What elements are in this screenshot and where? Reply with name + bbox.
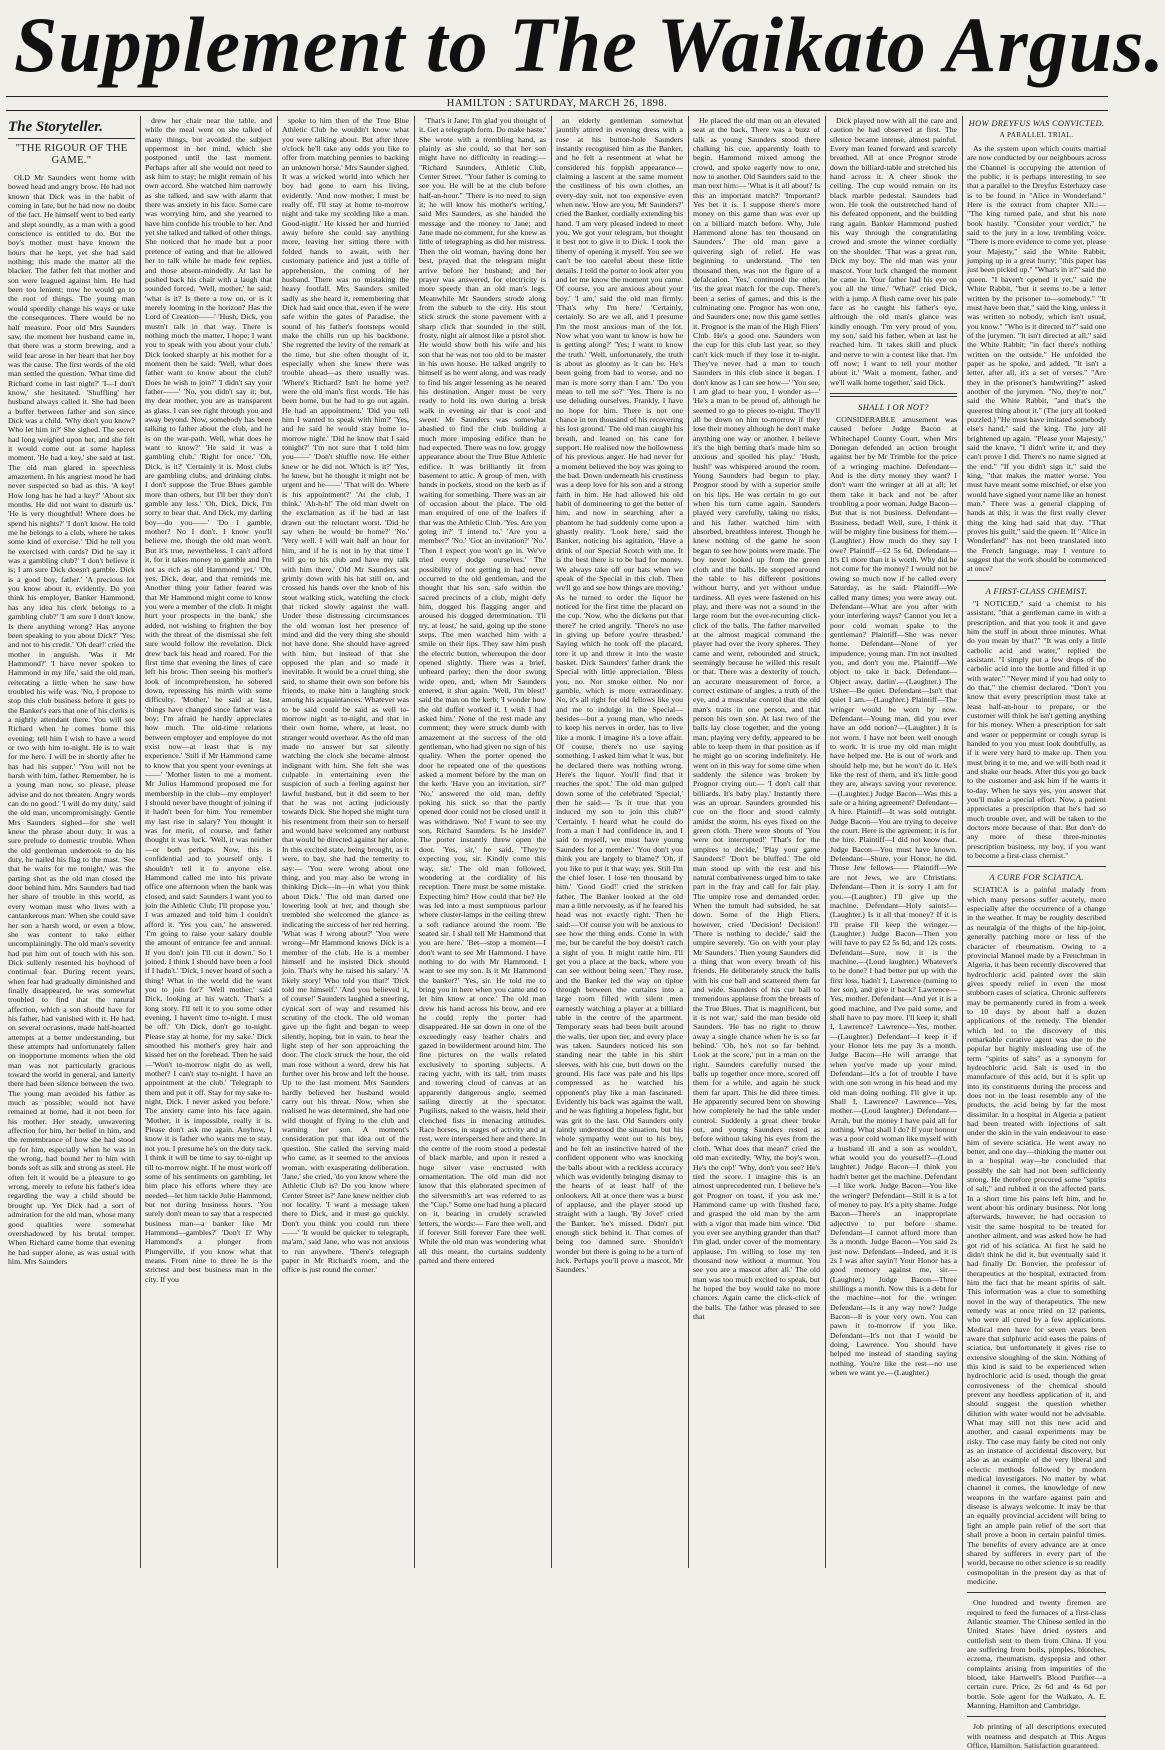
column-text: Dick played now with all the care and caution he had observed at first. The silence became intense, almost painful. Every man leaned forward and scarcely breathed. All at once Prognor strode down the billiard-table and stretched his hand across it. A cheer shook the ceiling. The cup would remain on its black marble pedestal. Saunders had won. He took the outstretched hand of his defeated opponent, and the building rang again. Banker Hammond pushed his way through the congratulating crowd and smote the winner cordially on the shoulder. 'That was a great run, Dick my boy. The old man was your mascot. Your luck changed the moment he came in. Your father had his eye on you all the time.' 'What?' cried Dick, with a jump. A flush came over his pale face as he caught his father's eye, although the old man's glance was kindly enough. 'I'm very proud of you, my son,' said his father, when at last he reached him. 'It takes skill and pluck and nerve to win a contest like that. I'm off now; I want to tell your mother about it.' 'Wait a moment, father, and we'll walk home together,' said Dick. xyxy=(830,116,957,387)
dreyfus-subhead: A PARALLEL TRIAL. xyxy=(999,131,1074,139)
column-divider xyxy=(140,116,141,1568)
chemist-body: "I NOTICED," said a chemist to his assistant, "that a gentleman came in with a prescription, and that you took it and gave him the stuff in about three minutes. What do you mean by that?" "It was only a little carbolic acid and water," replied the assistant. "I simply put a few drops of the carbolic acid into the bottle and filled it up with water." "Never mind if you had only to do that," the chemist declared. "Don't you know that every prescription must take at least half-an-hour to prepare, or the customer will think he isn't getting anything for his money. When a prescription for salt and water or peppermint or cough syrup is handed to you you must look doubtfully, as if it were very hard to make up. Then you must bring it to me, and we will both read it and shake our heads. After this you go back to the customer and ask him if he wants it to-day. When he says yes, you answer that you'll make a special effort. Now, a patient appreciates a prescription that he's had so much trouble over, and will be taken to the doctors more because of that. But don't do any more of these three-minutes prescription business, my boy, if you want to become a first-class chemist." xyxy=(967,598,1106,861)
column-7 xyxy=(830,116,957,1568)
storyteller-section-title: The Storyteller. xyxy=(8,118,135,139)
column-text: drew her chair near the table, and while the meal went on she talked of many things, but avoided the subject uppermost in her mind, which she postponed until the last moment. Perhaps after all she would not need to ask him to stay; he might remain of his own accord. She watched him narrowly as she talked, and saw with alarm that there was anxiety in his face. Some care was worrying him, and she yearned to have him confide his trouble to her. And yet she talked and talked of other things. She noticed that he made but a poor pretence of eating and that he allowed her to talk while he made few replies, and those absent-mindedly. At last he pushed back his chair with a laugh that sounded forced. 'Well, mother,' he said; 'what is it? Is there a row on, or is it merely looming in the horizon? Has the Lord of Creation——' 'Hush, Dick, you mustn't talk in that way. There is nothing much the matter, I hope; I want you to speak with you about your club.' Dick looked sharply at his mother for a moment then he said: 'Well, what does father want to know about the club? Does he wish to join?' 'I didn't say your father——' 'No, you didn't say it; but, my dear mother, you are as transparent as glass. I can see right through you and away beyond. Now, somebody has been talking to father about the club, and he is on the war-path. Well, what does he want to know?' 'He said it was a gambling club.' 'Right for once.' 'Oh, Dick, is it?' 'Certainly it is. Most clubs are gambling clubs, and drinking clubs. I don't suppose the True Blues gamble more than others, but I'll bet they don't gamble any less.' 'Oh, Dick, Dick, I'm sorry to hear that. And Dick, my darling boy—do you——' 'Do I gamble, mother? No I don't. I know you'll believe me, though the old man won't. But it's true, nevertheless. I can't afford it, for it takes money to gamble and I'm not as rich as old Hammond yet.' 'Oh, yes, Dick, dear, and that reminds me. Another thing your father feared was that Mr Hammond might come to know you were a member of the club. It might hurt your prospects in the bank,' she added, not wishing to frighten the boy with the threat of the dismissal she felt sure would follow the revelation. Dick drew back his head and roared. For the first time that evening the lines of care left his brow. Then seeing his mother's look of incomprehension, he sobered down, repressing his mirth with some difficulty. 'Mother,' he said at last, 'things have changed since father was a boy; I'm afraid he hardly appreciates how much. The old-time relations between employer and employee do not exist now—at least that is my experience.' 'Still if Mr Hammond came to know that you spent your evenings at——' 'Mother listen to me a moment. Mr Julius Hammond proposed me for membership in the club—my employer! I should never have thought of joining if it hadn't been for him. You remember my last rise in salary? You thought it was for merit, of course, and father thought it was luck. 'Well, it was neither—or both perhaps. Now, this is confidential and to yourself only. I shouldn't tell it to anyone else. Hammond called me into his private office one afternoon when the bank was closed, and said: Saunders I want you to join the Athletic Club; I'll propose you.' I was amazed and told him I couldn't afford it. 'Yes you can,' he answered. 'I'm going to raise your salary double the amount of entrance fee and annual. If you don't join I'll cut it down.' So I joined. I think I should have been a fool if I hadn't.' 'Dick, I never heard of such a thing! What in the world did he want you to join for?' 'Well mother,' said Dick, looking at his watch. 'That's a long story. I'll tell it to you some other evening. I haven't time to-night. I must be off.' 'Oh Dick, don't go to-night. Please stay at home, for my sake.' Dick smoothed his mother's grey hair and kissed her on the forehead. Then he said—'Won't to-morrow night do as well, mother? I can't stay to-night. I have an appointment at the club.' 'Telegraph to them and put it off. Stay for my sake to-night, Dick. I never asked you before.' The anxiety came into his face again. 'Mother, it is impossible, really it is. Please don't ask me again. Anyhow, I know it is father who wants me to stay, not you. I presume he's on the duty tack. I think it will be time to say to-night up till to-morrow night. If he must work off some of his sentiments on gambling, let him place his efforts where they are needed—let him tackle Julie Hammond, but not during business hours. 'You surely don't mean to say that a respected business man—a banker like Mr Hammond—gambles?' 'Don't I? Why Hammond's a plunger from Plungerville, if you know what that means. From nine to three he is the strictest and best business man in the city. If you xyxy=(145,116,272,1284)
column-3 xyxy=(282,116,409,1568)
column-8 xyxy=(967,116,1107,1750)
sciatica-body: SCIATICA is a painful malady from which many persons suffer acutely, more especially after the occurrence of a change in the weather. It may be roughly described as neuralgia of the thighs of the hip-joint, generally patching more or less of the character of rheumatism. Owing to a provincial Manuel made by a Frenchman in Algeria, it has been recently discovered that hydrochloric acid painted over the skin gives speedy relief in even the most stubborn cases of sciatica. Chronic sufferers may be permanently cured in from a week to 10 days by about half a dozen applications of the remedy. The blender which led to the discovery of this remarkable curative agent was due to the popular but highly misleading use of the term "spirits of salts" as a synonym for hydrochloric acid. Salt is used in the manufacture of this acid, but it is split up into its constituents during the process and does not in the least resemble any of the products, the acid being by far the most dissimilar. In a hospital in Algeria a patient had been treated with injections of salt under the skin in the vain endeavour to ease him of severe sciatica. He went away no better, and one day—thinking the matter out in a hospital way—he concluded that possibly the salt had not been sufficiently strong. He therefore procured some "spirits of salt," and rubbed it on the affected parts. In a short time his pains left him, and he went about his ordinary business. Not long afterwards, however, he had occasion to visit the same hospital to be treated for another ailment, and was asked how he had got rid of his sciatica. At first he said he didn't think he did it, but eventually said it had finally Dr. Bonvier, the professor of therapeutics at the hospital, extracted from him the fact that he meant spirits of salt. This information was a clue to something novel in the way of therapeutics. The new remedy was at once tried on 12 patients, who were all cured by a few applications. Medical men have for seven years been aware that sulphuric acid eases the pains of sciatica, but unfortunately it gives rise to extensive sloughing of the skin. Nothing of this kind is said to be experienced when hydrochloric acid is used, though the great corrosiveness of the chemical should prevent any heedless application of it, and should suggest the question whether dilution with water would not be advisable. What may still not this new acid and another, and casual experiments may be risky. The case may fairly be cited not only as an instance of accidental discovery, but also as an example of the very liberal and eclectic methods followed by modern medical investigators. No matter by what channel it comes, the knowledge of new weapons in the warfare against pain and disease is always welcome. It may be that an equally provincial accident will bring to light an ample pain relief of the sort that shall prove a boon in certain painful times. The benefits of every advance are at once shared by sufferers in every part of the world, because no other science is so readily cosmopolitan in the present day as that of medicine. xyxy=(967,885,1106,1586)
column-text: an elderly gentleman somewhat jauntily attired in evening dress with a rose at his button-hole Saunders instantly recognised him as the Banker, and he felt a resentment at what he considered his foppish appearance—claiming a lascent at the same moment the costliness of his own clothes, an every-day suit, not too expensive even when new. 'How are you, Mr Saunders?' cried the Banker, cordially extending his hand. 'I am very pleased indeed to meet you. We got your telegram, but thought it best not to give it to Dick. I took the liberty of opening it myself. You see we can't be too careful about these little details. I told the porter to look after you and let me know the moment you came. Of course, you are anxious about your boy.' 'I am,' said the old man firmly. 'That's why I'm here.' 'Certainly, certainly. So are we all, and I presume I'm the most anxious man of the lot. Now what you want to know is how he is getting along?' 'Yes; I want to know the truth.' 'Well, unfortunately, the truth is about as gloomy as it can be. He's been going from bad to worse, and no man is more sorry than I am.' 'Do you mean to tell me so?' 'Yes. There is no use deluding ourselves. Frankly, I have no hope for him. There is not one chance in ten thousand of his recovering his lost ground.' The old man caught his breath, and leaned on his cane for support. He realised now the hollowness of his previous anger. He had never for a moment believed the boy was going to the bad. Down underneath his crustiness was a deep love for his son and a strong faith in him. He had allowed his old habit of domineering to get the better of him, and now in searching after a phantom he had suddenly come upon a ghastly reality. 'Look here,' said the Banker, noticing his agitation, 'Have a drink of our Special Scotch with me. It is the best there is to be had for money. We always take off our hats when we speak of the Special in this club. Then we'll go and see how things are moving.' As he turned to order the liquor he noticed for the first time the placard on the cup. 'Now, who the dickens put that there?' he cried angrily. 'There's no use in giving up before you're thrashed.' Saying which he took off the placard, tore it up and threw it into the waste basket. Dick Saunders' father drank the Special with little appreciation. 'Bless you, no. Nor smoke either. No nor gamble, which is more extraordinary. No, it's all right for old fellows like you and me to indulge in the Special—besides—but a young man, who needs to keep his nerves in order, has to live like a monk. I imagine it's a love affair. Of course, there's no use saying something. I asked him what it was, but he declared there was nothing wrong. Here's the liquor. You'll find that it reaches the spot.' The old man gulped down some of the celebrated 'Special,' then he said:— 'Is it true that you induced my son to join this club?' 'Certainly. I heard what he could do from a man I had confidence in, and I said to myself, we must have young Saunders for a member.' 'You don't you think you are largely to blame?' 'Oh, if you like to put it that way; yes. Still I'm the chief loser. I lose ten thousand by him.' 'Good God!' cried the stricken father. The Banker looked at the old man a little nervously, as if he feared his head was not exactly right. Then he said:—'Of course you will be anxious to see how the thing ends. Come in with me, but be careful the boy doesn't catch a sight of you. It might rattle him. I'll get you a place at the back, where you can see without being seen.' They rose, and the Banker led the way on tiptoe through between the curtains into a large room filled with silent men earnestly watching a player at a billiard table in the centre of the apartment. Temporary seats had been built around the walls, tier upon tier, and every place was taken. Saunders noticed his son standing near the table in his shirt sleeves, with his cue, butt down on the ground. His face was pale and his lips compressed as he watched his opponent's play like a man fascinated. Evidently his back was against the wall, and he was fighting a hopeless fight, but was grit to the last. Old Saunders only faintly understood the situation, but his whole sympathy went out to his boy, and he felt an instinctive hatred of the confident opponent who was knocking the balls about with a reckless accuracy which was evidently bringing dismay to the hearts of at least half of the onlookers. All at once there was a burst of applause, and the player stood up straight with a laugh. 'By Jove!' cried the Banker, 'he's missed. Didn't put enough stick behind it. That comes of being too damned sure. Shouldn't wonder but there is going to be a turn of luck. Perhaps you'll prove a mascot, Mr Saunders.' xyxy=(556,116,683,1275)
dreyfus-head: HOW DREYFUS WAS CONVICTED. xyxy=(968,118,1105,128)
column-divider xyxy=(962,116,963,1568)
chemist-head: A FIRST-CLASS CHEMIST. xyxy=(985,585,1088,596)
dreyfus-body: As the system upon which courts martial are now conducted by our neighbours across the Channel is occupying the attention of the public, it is perhaps interesting to see that a parallel to the Dreyfus Esterhazy case is to be found in "Alice in Wonderland." Here is the extract from chapter XII.:— "The king turned pale, and shut his note book hastily. "Consider your verdict," he said to the jury in a low, trembling voice. "There is more evidence to come yet, please your Majesty," said the White Rabbit, jumping up in a great hurry; "this paper has just been picked up." "What's in it?" said the queen. "I haven't opened it yet," said the White Rabbit, "but it seems to be a letter written by the prisoner to—somebody." "It must have been that," said the king, unless it was written to nobody, which isn't usual, you know." "Who is it directed to?" said one of the jurymen. "It isn't directed at all," said the White Rabbit; "in fact there's nothing written on the outside." He unfolded the paper as he spoke, and added, "It isn't a letter, after all, it's a set of verses." "Are they in the prisoner's handwriting?" asked another of the jurymen. "No, they're not," said the White Rabbit, "and that's the queerest thing about it." (The jury all looked puzzled.) "He must have imitated somebody else's hand," said the king. The jury all brightened up again. "Please your Majesty," said the knave, "I didn't write it, and they can't prove I did. There's no name signed at the end." "If you didn't sign it," said the king, "that makes the matter worse. You must have meant some mischief, or else you would have signed your name like an honest man." There was a general clapping of hands at this; it was the first really clever thing the king had said that day. "That proves his guilt," said the queen. If "Alice in Wonderland" has not been translated into the French language, may I venture to suggest that the work should be commenced at once? xyxy=(967,144,1107,574)
column-divider xyxy=(825,116,826,1568)
column-text: 'That's it Jane; I'm glad you thought of it. Get a telegraph form. Do make haste.' She wrote with a trembling hand, as plainly as she could, so that her son might have no difficulty in reading:— "Richard Saunders, Athletic Club, Center Street. "Your father is coming to see you. He will be at the club before half-an-hour." 'There is no need to sign it; he will know his mother's writing,' said Mrs Saunders, as she handed the message and the money to Jane; and Jane made no comment, for she knew as little of telegraphing as did her mistress. Then the old woman, having done her best, prayed that the telegram might arrive before her husband; and her prayer was answered, for electricity is more speedy than an old man's legs. Meanwhile Mr Saunders strode along from the suburb to the city. His stout stick struck the stone pavement with a sharp click that sounded in the still, frosty, night air almost like a pistol shot. He would show both his wife and his son that he was not too old to be master in his own house. He talked angrily to himself as he went along, and was ready to find his anger lessening as he neared his destination. Anger must be very ready to hold its own during a brisk walk in evening air that is cool and sweet. Mr Saunders was somewhat abashed to find the club building a much more imposing edifice than he had expected. There was no low, groggy appearance about the True Blue Athletic edifice. It was brilliantly lit from basement to attic. A group of men, with hands in pockets, stood on the kerb as if waiting for something. There was an air of occasion about the place. The old man enquired of one of the loafers if that was the Athletic Club. 'Yes. Are you going in?' 'I intend to.' 'Are you a member?' 'No.' 'Got an invitation?' 'No.' 'Then I expect you won't go in. We've tried every dodge ourselves.' The possibility of not getting in had never occurred to the old gentleman, and the thought that his son, safe within the sacred precincts of a club, might defy him, dogged his flagging anger and aroused his dogged determination. 'I'll try, at least,' he said, going up the stone steps. The men watched him with a smile on their lips. They saw him push the electric button, whereupon the door opened slightly. There was a brief, unheard parley; then the door swung wide open, and, when Mr Saunders entered, it shut again. 'Well, I'm blest!' said the man on the kerb; 'I wonder how the old duffer worked it. I wish I had asked him.' None of the rest made any comment; they were struck dumb with amazement at the success of the old gentleman, who had given no sign of his quality. When the porter opened the door he repeated one of the questions asked a moment before by the man on the kerb. 'Have you an invitation, sir?' 'No,' answered the old man, deftly poking his stick so that the partly opened door could not be closed until it was withdrawn. 'No! I want to see my son, Richard Saunders. Is he inside?' The porter instantly threw open the door. 'Yes, sir,' he said. 'They're expecting you, sir. Kindly come this way, sir.' The old man followed, wondering at the cordiality of his reception. There must be some mistake. Expecting him? How could that be? He was led into a most sumptuous parlour where cluster-lamps in the ceiling threw a soft radiance around the room. 'Be seated sir. I shall tell Mr Hammond that you are here.' 'Bet—stop a moment—I don't want to see Mr Hammond. I have nothing to do with Mr Hammond. I want to see my son. Is it Mr Hammond the banker?' 'Yes, sir. He told me to bring you in here when you came and to let him know at once.' The old man drew his hand across his brow, and ere he could reply the porter had disappeared. He sat down in one of the exceedingly easy leather chairs and gazed in bewilderment around him. The fine pictures on the walls related exclusively to sporting subjects. A racing yacht, with its tall, trim masts and towering cloud of canvas at an apparently dangerous angle, seemed sailing directly at the spectator. Pugilists, naked to the waists, held their clenched fists in menacing attitudes. Race horses, in stages of activity and at rest, were interspersed here and there. In the centre of the room stood a pedestal of black marble, and upon it rested a huge silver vase encrusted with ornamentation. The old man did not know that this elaborated specimen of the silversmith's art was referred to as the "Cup." Some one had hung a placard on it, bearing in crudely scrawled letters, the words:— Fare thee well, and if forever Still forever Fare thee well. While the old man was wondering what all this meant, the curtains suddenly parted and there entered xyxy=(419,116,546,1265)
section-rule xyxy=(967,866,1106,867)
advert-text: One hundred and twenty firemen are required to feed the furnaces of a first-class Atlantic steamer. The Chinese settled in the United States have dried oysters and cuttlefish sent to them from China. If you are suffering from boils, pimples, blotches, eczema, rheumatism, dyspepsia and other complaints arising from impurities of the blood, take Hartwell's Blood Purifier—a certain cure. Price, 2s 6d and 4s 6d per bottle. Sole agent for the Waikato, A. E. Manning, Hamilton and Cambridge. xyxy=(967,1598,1106,1710)
section-rule xyxy=(967,1592,1106,1593)
masthead-title: Supplement to The Waikato Argus. xyxy=(14,1,1165,88)
masthead-rule-bottom xyxy=(6,110,1108,111)
column-2 xyxy=(145,116,272,1568)
column-divider xyxy=(551,116,552,1568)
story-title: "THE RIGOUR OF THE GAME." xyxy=(15,143,128,166)
column-divider xyxy=(688,116,689,1568)
shall-i-body: CONSIDERABLE amusement was caused before Judge Bacon at Whitechapel County Court, when Mrs Donegan defended an action brought against her by Mr Trimble for the price of a wringing machine. Defendant—And is the dirty money they want? I don't want the wringer at all at all; let them take it back and not be after troubling a poor woman. Judge Bacon—But that is not business. Defendant—Business, bedad! Well, sure, I think it will be mighty fine business for them.—(Laughter.) How much do they say I owe? Plaintiff—£2 5s 6d. Defendant—It's £1 more than it is worth. Why did he not come for the money? I would not be owing so much now if he called every Saturday, as he said. Plaintiff—We called many times; you were away out. Defendant—What are you after with your interfering ways? Cannot you let a poor cold woman spake to the gentleman? Plaintiff—She was never home. Defendant—None of yer impudence, young man. I'm not insulted you, and don't you me. Plaintiff—We object to take it back. Defendant—Object away, darlin'.—(Laughter.) The Usher—Be quiet. Defendant—Isn't that quiet I am.—(Laughter.) Plaintiff—The wringer would be worn by now. Defendant—Young man, did you ever have an odd notion?—(Laughter.) It is not worn. I have not been well enough to work. It is true my old man might have helped me. He is out of work and should help me, but he won't do it. He's like the rest of them, and it's little good they are, always saving your reverence.—(Laughter.) Judge Bacon—Was this a sale or a hiring agreement? Defendant—A hire. Plaintiff—It was sold outright. Judge Bacon—You are trying to deceive the court. Here is the agreement; it is for the hire. Plaintiff—I did not know that. Judge Bacon—You must have known. Defendant—Shure, your Honor, he did. Those Jew fellows—— Plaintiff—We are not Jews, we are Christians. Defendant—Then it is sorry I am for you.—(Laughter.) I'll give up the machine. Defendant—Holy saints!—(Laughter.) Is it all that money? If it is I'll praise I'll keep the wringer.—(Laughter.) Judge Bacon—Then you will have to pay £2 5s 6d, and 12s costs. Defendant—Sure, now it is the machine.—(Loud laughter.) Whatever's to be done? I had better put up with the first loss, hadn't I, Lawrence (turning to her son), and give it back? Lawrence—Yes, mother. Defendant—And yet it is a good machine, and I've paid some, and shall have to pay more. I'll keep it, shall I, Lawrence? Lawrence—Yes, mother.—(Laughter.) Defendant—I keep it if your Honor lets me pay 3s a month. Judge Bacon—He will arrange that when you've made up your mind. Defendant—It's a lot of trouble I have with one son wrong in his head and my old man doing nothing. I'll give it up. Shall I, Lawrence? Lawrence—Yes, mother.—(Loud laughter.) Defendant—Arrah, but the money I have paid all for nothing. What shall I do? If your honour was a poor cold woman like myself with a husband ill and a son as wouldn't, what would you do yourself?—(Loud laughter.) Judge Bacon—I think you hadn't better get the machine. Defendant—I like work. Judge Bacon—You like the wringer? Defendant—Still it is a lot of money to pay. It's a pity shame. Judge Bacon—There's an inappropriate adjective to put before shame. Defendant—I cannot afford more than 3s a month. Judge Bacon—You said 2s just now. Defendant—Indeed, and it is 2s I was after sayin'! Your Honor has a good memory against me, sir.—(Laughter.) Judge Bacon—Three shillings a month. Now this is a debt for the machine—not for the wringer. Defendant—Is it any way now? Judge Bacon—It is your very own. You can pawn it to-morrow if you like. Defendant—It's not that I would be doing, Lawrence. You should have helped me instead of standing saying nothing. You're like the rest—no use when we want ye.—(Laughter.) xyxy=(830,414,957,1378)
column-divider xyxy=(277,116,278,1568)
column-text: spoke to him then of the True Blue Athletic Club he wouldn't know what you were talking about. But after three o'clock he'll take any odds you like to offer from matching pennies to backing an unknown horse.' Mrs Saunder sighed. It was a wicked world into which her boy had gone to earn his living, evidently. 'And now mother, I must be really off. I'll stay at home to-morrow night and take my scolding like a man. Good-night.' He kissed her and hurried away before she could say anything more, leaving her sitting there with folded hands to await, with her customary patience and just a trifle of apprehension, the coming of her husband. There was no mistaking the heavy footfall. Mrs Saunders smiled sadly as she heard it, remembering that Dick had said once that, even if he were safe within the gates of Paradise, the sound of his father's footsteps would make the chills run up his backbone. She regretted the levity of the remark at the time, but she often thought of it, especially when she knew there was trouble ahead—as there usually was. 'Where's Richard? Isn't he home yet? were the old man's first words. 'He has been home, but he had to go out again. He had an appointment.' 'Did you tell him I wanted to speak with him?' 'Yes, and he said he would stay home to-morrow night.' 'Did he know that I said tonight?' 'I'm not sure that I told him you——' 'Don't shuffle now. He either knew or he did not. Which is it?' 'Yes, he knew, but he thought it might not be urgent and he——' 'That will do. Where is his appointment?' 'At the club, I think.' 'Ah-h-h!' The old man dwelt on the exclamation as if he had at last drawn out the reluctant worst. 'Did he say when he would be home?' 'No.' 'Very well. I will wait half an hour for him, and if he is not in by that time I will go to his club and have my talk with him there.' Old Mr Saunders sat grimly down with his hat still on, and crossed his hands over the knob of his stout walking stick, watching the clock that ticked slowly against the wall. Under these distressing circumstances the old woman lost her presence of mind and did the very thing she should not have done. She should have agreed with him, but instead of that she opposed the plan and so made it inevitable. It would be a cruel thing, she said, to shame their own son before his friends, to make him a laughing stock among his acquaintances. Whatever was to be said could be said as well to-morrow night as to-night, and that in their own home, where, at least, no stranger would overhear. As the old man made no answer but sat silently watching the clock she became almost indignant with him. She felt she was culpable in entertaining even the suspicion of such a feeling against her lawful husband, but it did seem to her that he was not acting judiciously towards Dick. She hoped she might turn his resentment from their son to herself and would have welcomed any outburst that would be directed against her alone. In this excited state, being brought, as it were, to bay, she had the temerity to say:— 'You were wrong about one thing, and you may also be wrong in thinking Dick—in—in what you think about Dick.' The old man darted one lowering look at her, and though she trembled she welcomed the glance as indicating the success of her red herring. 'What was I wrong about?' 'You were wrong—Mr Hammond knows Dick is a member of the club. He is a member himself and he insisted Dick should join. That's why he raised his salary.' 'A likely story! Who told you that?' 'Dick told me himself.' 'And you believed it, of course!' Saunders laughed a sneering, cynical sort of way and resumed his scrutiny of the clock. The old woman gave up the fight and began to weep silently, hoping, but in vain, to hear the light step of her son approaching the door. The clock struck the hour, the old man rose without a word, drew his hat further over his brow and left the house. Up to the last moment Mrs Saunders hardly believed her husband would carry out his threat. Now, when she realised he was determined, she had one wild thought of flying to the club and warning her son. A moment's consideration put that idea out of the question. She called the serving maid who came, as it seemed to the anxious woman, with exasperating deliberation. 'Jane,' she cried, 'do you know where the Athletic Club is? Do you know where Center Street is?' Jane knew neither club nor locality. 'I want a message taken there to Dick, and it must go quickly. Don't you think you could run there——' 'It would be quicker to telegraph, ma'am,' said Jane, who was not anxious to run anywhere. 'There's telegraph paper in Mr Richard's room, and the office is just round the corner.' xyxy=(282,116,409,1275)
column-5 xyxy=(556,116,683,1568)
footer-notice: Job printing of all descriptions executed with neatness and despatch at This Argus Office, Hamilton. Satisfaction guaranteed. xyxy=(967,1722,1106,1750)
column-divider xyxy=(414,116,415,1568)
sciatica-head: A CURE FOR SCIATICA. xyxy=(989,872,1084,883)
shall-i-head: SHALL I OR NOT? xyxy=(858,401,929,412)
column-text: OLD Mr Saunders went home with bowed head and angry brow. He had not known that Dick was in the habit of coming in late, but he had now no doubt of the fact. He himself went to bed early and slept soundly, as a man with a good conscience is entitled to do. But the boy's mother must have known the hours that he kept, yet she had said nothing; this made the matter all the blacker. The father felt that mother and son were leagued against him. He had been too lenient; now he would go to the root of things. The young man would speedily change his ways or take the consequences. There would be no half measure. Poor old Mrs Saunders saw, the moment her husband came in, that there was a storm brewing, and a wild fear arose in her heart that her boy was the cause. The first words of the old man settled the question. 'What time did Richard come in last night?' 'I—I don't know,' she hesitated. 'Shuffling' her husband always called it. She had been a buffer between father and son since Dick was a child. 'Why don't you know? Who let him in?' She sighed. The secret had long weighed upon her, and she felt it would come out at some hapless moment. 'He had a key,' she said at last. The old man glared in speechless amazement. In his angriest mood he had never suspected so bad as this. 'A key! How long has he had a key?' 'About six months. He did not want to disturb us.' 'He is very thoughtful! Where does he spend his nights?' 'I don't know. He told me he belongs to a club, where he takes some kind of exercise.' 'Did he tell you he exercised with cards? Did he say it was a gambling club?' 'I don't believe it is; I am sure Dick doesn't gamble. Dick is a good boy, father.' 'A precious lot you know about it, evidently. Do you think his employer, Banker Hammond, has any idea his clerk belongs to a gambling club?' 'I am sure I don't know. Is there anything wrong? Has anyone been speaking to you about Dick?' 'Yes; and not to his credit.' 'Oh dear!' cried the mother in anguish. 'Was it Mr Hammond?' 'I have never spoken to Hammond in my life,' said the old man, reiterating a little when he saw how troubled his wife was. 'No, I propose to stop this club business before it gets to the Banker's ears that one of his clerks is a nightly attendant there. You will see Richard when he comes home this evening; tell him I wish to have a word or two with him to-night. He is to wait for me here. I will be in shortly after he has had his supper.' 'You will not be harsh with him, father. Remember, he is a young man now, so please, please advise and do not threaten. Angry words can do no good.' 'I will do my duty,' said the old man, uncompromisingly. Gentle Mrs Saunders sighed—for she well knew the phrase about duty. It was a sure prelude to domestic trouble. When the old gentleman undertook to do his duty, he nailed his flag to the mast. 'See that he waits for me tonight,' was the parting shot as the old man closed the door behind him. Mrs Saunders had had her share of trouble in this world, as every woman must who lives with a cantankerous man. When she could save her son a harsh word, or even a blow, she was content to take either uncomplainingly. The old man's severity had put him out of touch with his son. Dick sullenly resented his boyhood of continual fear. During recent years, when fear had gradually diminished and finally disappeared, he was somewhat troubled to find that the natural affection, which a son should have for his father, had vanished with it. He had, on several occasions, made half-hearted attempts at a better understanding, but these attempts had unfortunately fallen on inopportune moments when the old man was not particularly gracious toward the world in general, and latterly there had been silence between the two. The young man avoided his father as much as possible; would not have remained at home, had it not been for his mother. Her steady, unwavering affection for him, her belief in him, and the remembrance of how she had stood up for him, especially when he was in the wrong, had bound her to him with bonds soft as silk and strong as steel. He often felt it would be a pleasure to go wrong, merely to refute his father's idea regarding the way a child should be brought up. Yet Dick had a sort of admiration for the old man, whose many good qualities were somewhat overshadowed by his brutal temper. When Richard came home that evening he had supper alone, as was usual with him. Mrs Saunders xyxy=(8,173,135,1266)
dateline: HAMILTON : SATURDAY, MARCH 26, 1898. xyxy=(446,98,668,109)
section-rule xyxy=(967,1716,1106,1717)
column-4 xyxy=(419,116,546,1568)
section-rule xyxy=(967,580,1106,581)
column-1 xyxy=(8,116,135,1568)
column-text: He placed the old man on an elevated seat at the back. There was a buzz of talk as young Saunders stood there chalking his cue, apparently loath to begin. Hammond mixed among the crowd, and spoke eagerly now to one, now to another. Old Saunders said to the man next him:— 'What is it all about? Is this an important match?' 'Important? Yes bet it is. I suppose there's more money on this game than was ever up on a billiard match before. Why, Jule Hammond alone has ten thousand on Saunders.' The old man gave a quivering sigh of relief. He was beginning to understand. The ten thousand then, was not the figure of a defalcation. 'Yes,' continued the other, 'its the great match for the cup. There's been a series of games, and this is the culminating one. Prognor has won one, and Saunders one; now this game settles it. Prognor is the man of the High Fliers' Club. He's a good one. Saunders won the cup for this club last year, so they can't kick much if they lose it to-night. They've never had a man to touch Saunders in this club since it began. I don't know as I can see how—' 'You see, I am glad to hear you, I wonder as—' 'He's a man to be proud of, although he seemed to go to pieces to-night. They'll all be down on him to-morrow if they lose their money although he don't make anything one way or another. I believe it's the high betting that's made him so anxious and spoiled his play.' 'Hush, hush!' was whispered around the room. Young Saunders had begun to play. Prognor stood by with a superior smile on his lips. He was certain to go out when his turn came again. Saunders played very carefully, taking no risks, and his father watched him with absorbed, breathless interest. Though he knew nothing of the game he soon began to see how points were made. The boy never looked up from the green cloth and the balls. He stopped around the table to his different positions without hurry, and yet without undue tardiness. All eyes were fastened on his play, and there was not a sound in the large room but the ever-recurring click-click of the balls. The father marvelled at the almost magical command the player had over the ivory spheres. They came and went, rebounded and struck, seemingly because he willed this result or that. There was a dexterity of touch, an accurate measurement of force, a correct estimate of angles, a truth of the eye, and a muscular control that the old man's traits in one person, and that person his own son. At last two of the balls lay close together, and the young man, playing very deftly, appeared to be able to keep them in that position as if he might go on scoring indefinitely. He went on in this way for some time when suddenly the silence was broken by Prognor crying out:— 'I don't call that billiards. It's baby play.' Instantly there was an uproar. Saunders grounded his cue on the floor and stood calmly amidst the storm, his eyes fixed on the green cloth. There were shouts of 'You were not interrupted!' 'That's for the umpires to decide,' 'Play your game Saunders!' 'Don't be bluffed.' The old man stood up with the rest and his natural combativeness urged him to take part in the fray and call for fair play. The umpire rose and demanded order. When the tumult had subsided, he sat down. Some of the High Fliers, however, cried 'Decision! Decision!' 'There is nothing to decide,' said the umpire severely. 'Go on with your play Mr Saunders.' Then young Saunders did a thing that won every breath of his friends. He deliberately struck the balls with his cue ball and scattered them far and wide. Saunders of his cue ball to tremendous applause from the breasts of the True Blues. That is magnificent, but it is not war,' said the man beside old Saunders. 'He has no right to throw away a single chance when he is so far behind.' 'Oh, he's not so far behind. Look at the score,' put in a man on the right. Saunders carefully nursed the balls up together once more, scored off them for a while, and again he stuck them far apart. This he did three times. He apparently secured bent on showing how completely he had the table under control. Suddenly a great cheer broke out, and young Saunders rested as before without taking his eyes from the cloth. 'What does that mean?' cried the old man excitedly. 'Why, the boy's won. He's the cup!' 'Why, don't you see? He's tied the score. I imagine this is an almost unprecedented run. I believe he's got Prognor on toast, if you ask me.' Hammond came up with flushed face, and grasped the old man by the arm with a vigor that made him wince. 'Did you ever see anything grander than that? I'm glad, under cover of the momentary applause, I'm willing to lose my ten thousand now without a murmur. You see you are a mascot after all.' The old man was too much excited to speak, but he hoped the boy would take no more chances. Again came the click-click of the balls. The father was pleased to see that xyxy=(693,116,820,1321)
section-rule xyxy=(830,393,957,397)
column-6 xyxy=(693,116,820,1568)
